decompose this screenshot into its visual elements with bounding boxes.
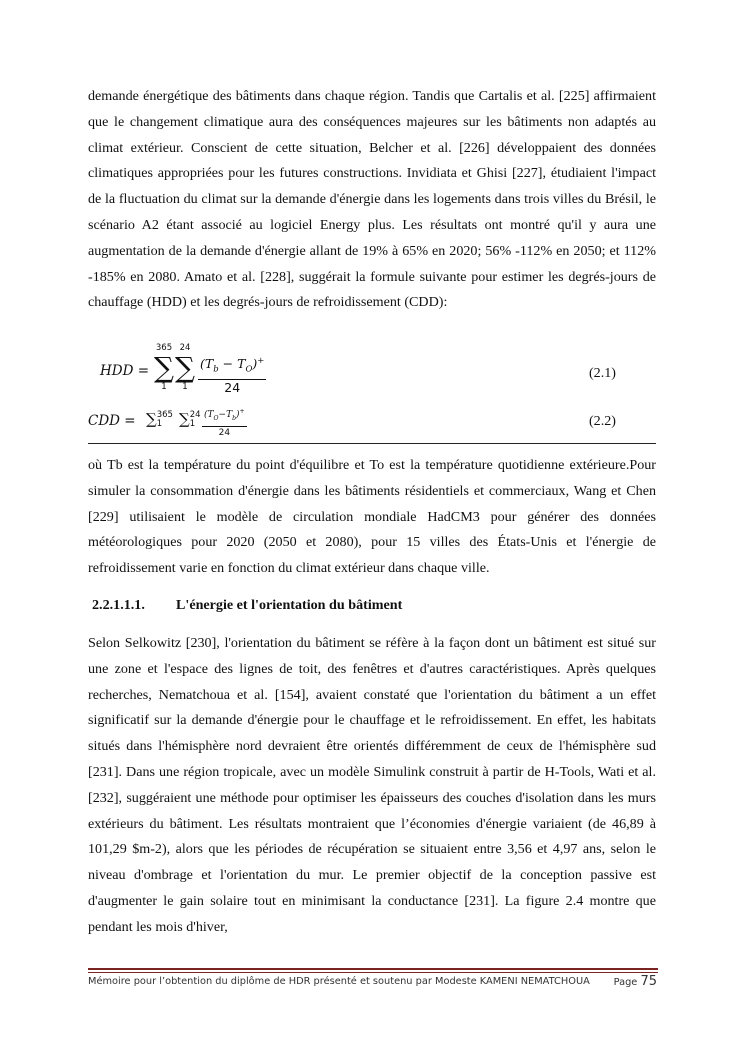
section-number: 2.2.1.1.1.: [92, 597, 145, 613]
fraction-numerator: $(T_O-T_b)^+$: [202, 406, 247, 427]
fraction-denominator: 24: [218, 427, 231, 438]
fraction: [198, 353, 266, 396]
fraction-denominator: 24: [224, 379, 241, 395]
equation-cdd: [88, 406, 656, 436]
sigma-symbol: ∑: [146, 410, 157, 428]
sum-lower-limit: 1: [189, 419, 196, 429]
equation-lhs: CDD =: [88, 413, 136, 429]
inline-sum-hours: [179, 410, 201, 429]
sum-lower-limit: 1: [182, 382, 188, 392]
sum-upper-limit: 24: [189, 410, 201, 420]
page-number-value: 75: [640, 974, 657, 989]
equation-divider: [88, 443, 656, 444]
footer-text: Mémoire pour l’obtention du diplôme de HDR présenté et soutenu par Modeste KAMENI NEMATCHOUA: [88, 976, 590, 987]
inline-sum-days: [146, 410, 173, 429]
body-paragraph: où Tb est la température du point d'équilibre et To est la température quotidienne extérieure.Pour simuler la consommation d'énergie dans les bâtiments résidentiels et commerciaux, Wang et Chen [229] utilisaient le modèle de circulation mondiale HadCM3 pour générer des données météorologiques pour 2020 (2050 et 2080), pour 15 villes des États-Unis et l'énergie de refroidissement varie en fonction du climat extérieur dans chaque ville.: [88, 457, 656, 577]
equation-lhs: HDD =: [100, 363, 150, 379]
summation-hours: [174, 344, 196, 392]
sum-upper-limit: 365: [156, 410, 173, 420]
section-heading: [92, 597, 402, 614]
footer-rule: [88, 972, 658, 973]
sum-lower-limit: 1: [156, 419, 163, 429]
page-number: [614, 974, 657, 989]
equation-hdd: [88, 344, 656, 402]
page-label: Page: [613, 977, 638, 988]
body-paragraph: demande énergétique des bâtiments dans chaque région. Tandis que Cartalis et al. [225] affirmaient que le changement climatique aura des conséquences majeures sur les bâtiments non adaptés au climat extérieur. Conscient de cette situation, Belcher et al. [226] développaient des données climatiques appropriées pour les futures constructions. Invidiata et Ghisi [227], étudiaient l'impact de la fluctuation du climat sur la demande d'énergie dans les logements dans trois villes du Brésil, le scénario A2 étant associé au logiciel Energy plus. Les résultats ont montré qu'il y aura une augmentation de la demande d'énergie allant de 19% à 65% en 2020; 56% -112% en 2050; et 112% -185% en 2080. Amato et al. [228], suggérait la formule suivante pour estimer les degrés-jours de chauffage (HDD) et les degrés-jours de refroidissement (CDD):: [88, 88, 656, 311]
fraction: [202, 406, 247, 440]
summation-days: [152, 344, 176, 392]
equation-number: (2.2): [588, 413, 616, 429]
sigma-symbol: ∑: [179, 410, 190, 428]
sigma-symbol: ∑: [175, 351, 195, 384]
fraction-numerator: $(T_b - T_O)^+$: [198, 353, 266, 380]
equation-number: (2.1): [588, 365, 616, 381]
sum-upper-limit: 365: [155, 343, 173, 353]
sum-lower-limit: 1: [161, 382, 167, 392]
sigma-symbol: ∑: [154, 351, 174, 384]
footer-rule: [88, 968, 658, 970]
section-title: L'énergie et l'orientation du bâtiment: [176, 597, 403, 613]
body-paragraph: Selon Selkowitz [230], l'orientation du bâtiment se réfère à la façon dont un bâtiment est situé sur une zone et l'espace des lignes de toit, des fenêtres et d'autres caractéristiques. Après quelques recherches, Nematchoua et al. [154], avaient constaté que l'orientation du bâtiment a un effet significatif sur la demande d'énergie pour le chauffage et le refroidissement. En effet, les habitats situés dans l'hémisphère nord devraient être orientés différemment de ceux de l'hémisphère sud [231]. Dans une région tropicale, avec un modèle Simulink construit à partir de H-Tools, Wati et al. [232], suggéraient une méthode pour optimiser les épaisseurs des couches d'isolation dans les murs extérieurs du bâtiment. Les résultats montraient que l’économies d'énergie variaient (de 46,89 à 101,29 $m-2), alors que les périodes de récupération se situaient entre 3,56 et 4,97 ans, selon le niveau d'ombrage et l'orientation du mur. Le premier objectif de la conception passive est d'augmenter le gain solaire tout en minimisant la conductance [231]. La figure 2.4 montre que pendant les mois d'hiver,: [88, 635, 656, 935]
sum-upper-limit: 24: [179, 343, 191, 353]
